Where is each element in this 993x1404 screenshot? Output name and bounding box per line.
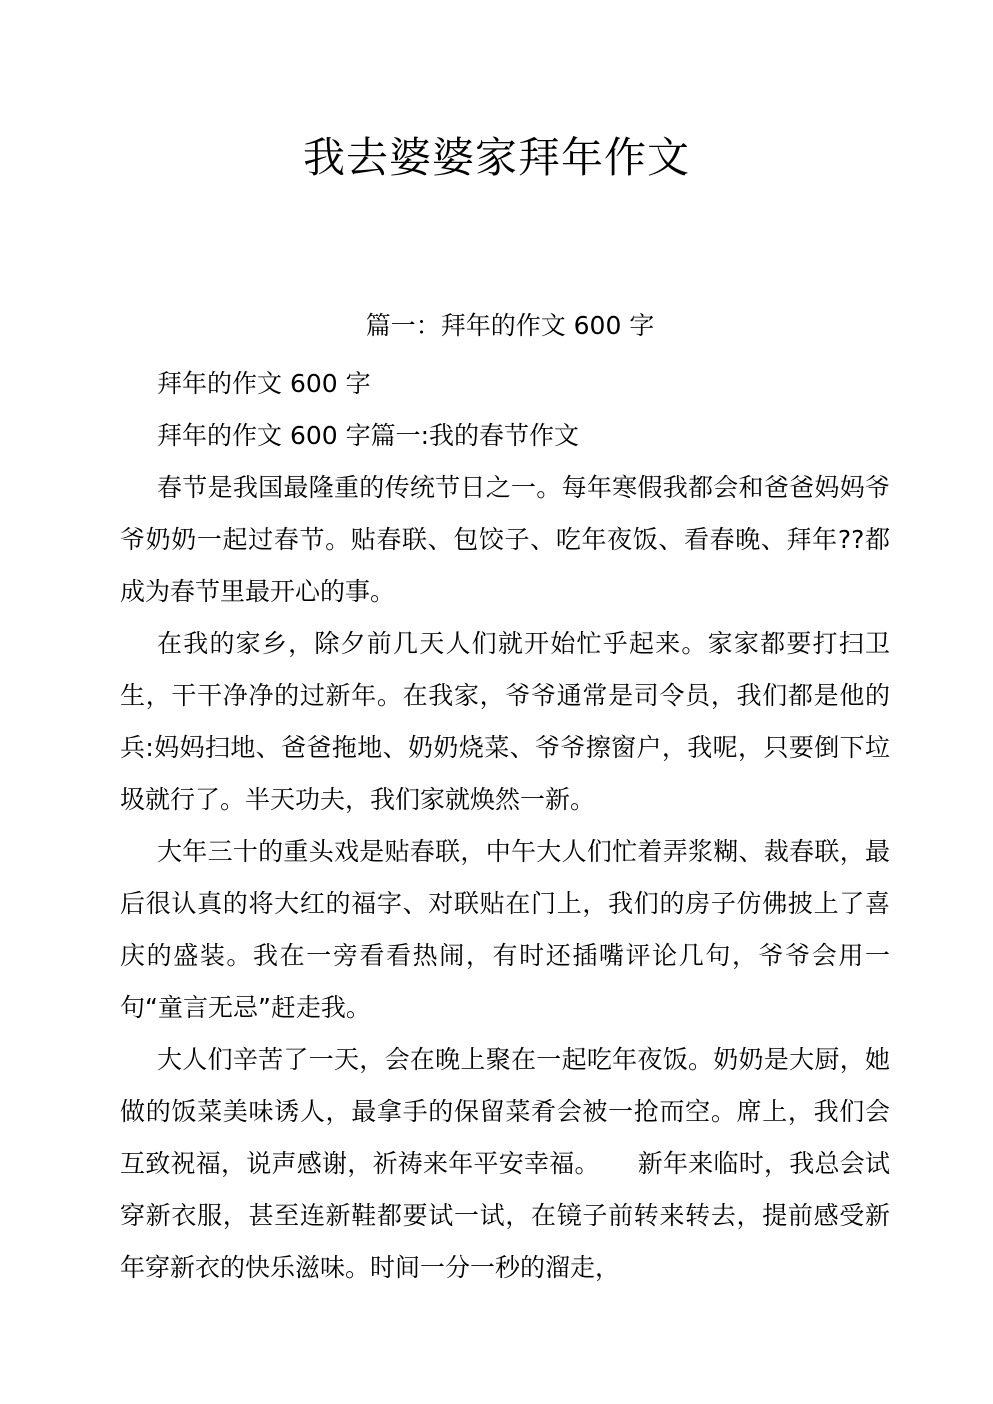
paragraph: 春节是我国最隆重的传统节日之一。每年寒假我都会和爸爸妈妈爷爷奶奶一起过春节。贴春联、包饺子、吃年夜饭、看春晚、拜年??都成为春节里最开心的事。 xyxy=(120,473,890,606)
document-title: 我去婆婆家拜年作文 xyxy=(302,133,690,182)
paragraph: 拜年的作文 600 字篇一:我的春节作文 xyxy=(157,421,580,450)
paragraph: 大年三十的重头戏是贴春联，中午大人们忙着弄浆糊、裁春联，最后很认真的将大红的福字、对联贴在门上，我们的房子仿佛披上了喜庆的盛装。我在一旁看看热闹，有时还插嘴评论几句，爷爷会用一句“童言无忌”赶走我。 xyxy=(120,837,890,1022)
section-heading: 篇一：拜年的作文 600 字 xyxy=(365,311,655,340)
paragraph: 在我的家乡，除夕前几天人们就开始忙乎起来。家家都要打扫卫生，干干净净的过新年。在我家，爷爷通常是司令员，我们都是他的兵:妈妈扫地、爸爸拖地、奶奶烧菜、爷爷擦窗户，我呢，只要倒下垃圾就行了。半天功夫，我们家就焕然一新。 xyxy=(120,629,890,814)
paragraph: 大人们辛苦了一天，会在晚上聚在一起吃年夜饭。奶奶是大厨，她做的饭菜美味诱人，最拿手的保留菜肴会被一抢而空。席上，我们会互致祝福，说声感谢，祈祷来年平安幸福。 新年来临时，我总会试穿新衣服，甚至连新鞋都要试一试，在镜子前转来转去，提前感受新年穿新衣的快乐滋味。时间一分一秒的溜走， xyxy=(120,1045,890,1282)
body-text xyxy=(120,358,890,1294)
paragraph: 拜年的作文 600 字 xyxy=(157,369,371,398)
